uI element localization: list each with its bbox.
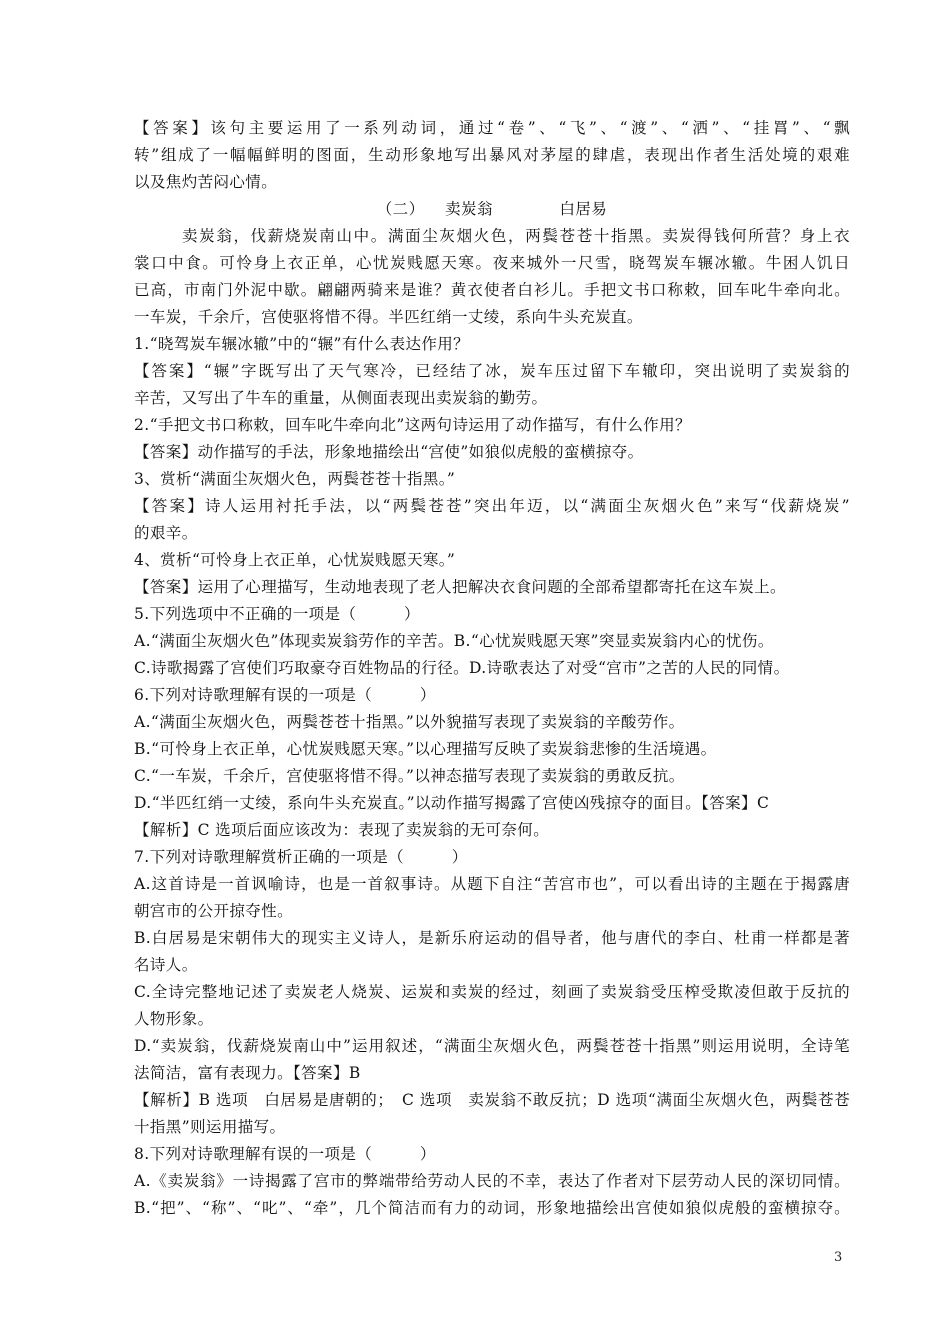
answer-line: 的艰辛。	[134, 524, 198, 542]
poem-line: 已高，市南门外泥中歇。翩翩两骑来是谁？黄衣使者白衫儿。手把文书口称敕，回车叱牛牵向北。	[134, 281, 850, 299]
option-line: 名诗人。	[134, 956, 198, 974]
poem-line: 卖炭翁，伐薪烧炭南山中。满面尘灰烟火色，两鬓苍苍十指黑。卖炭得钱何所营？身上衣	[182, 227, 850, 245]
question-line: 8.下列对诗歌理解有误的一项是（ ）	[134, 1145, 436, 1163]
option-line: D.“卖炭翁，伐薪烧炭南山中”运用叙述，“满面尘灰烟火色，两鬓苍苍十指黑”则运用说明，全诗笔	[134, 1037, 850, 1055]
option-line: 朝宫市的公开掠夺性。	[134, 902, 294, 920]
answer-line: 【答案】“辗”字既写出了天气寒冷，已经结了冰，炭车压过留下车辙印，突出说明了卖炭翁的	[134, 362, 850, 380]
poem-heading	[134, 196, 850, 223]
answer-line: 【答案】运用了心理描写，生动地表现了老人把解决衣食问题的全部希望都寄托在这车炭上。	[134, 578, 786, 596]
option-line: A.这首诗是一首讽喻诗，也是一首叙事诗。从题下自注“苦宫市也”，可以看出诗的主题在于揭露唐	[134, 875, 850, 893]
analysis-line: 【解析】B 选项 白居易是唐朝的； C 选项 卖炭翁不敢反抗；D 选项“满面尘灰烟火色，两鬓苍苍	[134, 1091, 850, 1109]
poem-line: 一车炭，千余斤，宫使驱将惜不得。半匹红绡一丈绫，系向牛头充炭直。	[134, 308, 643, 326]
option-line: B.“可怜身上衣正单，心忧炭贱愿天寒。”以心理描写反映了卖炭翁悲惨的生活境遇。	[134, 740, 717, 758]
option-line: 法简洁，富有表现力。【答案】B	[134, 1064, 361, 1082]
question-line: 6.下列对诗歌理解有误的一项是（ ）	[134, 686, 436, 704]
answer-line: 【答案】诗人运用衬托手法，以“两鬓苍苍”突出年迈，以“满面尘灰烟火色”来写“伐薪烧炭”	[134, 497, 850, 515]
question-line: 5.下列选项中不正确的一项是（ ）	[134, 605, 420, 623]
option-line: B.“把”、“称”、“叱”、“牵”，几个简洁而有力的动词，形象地描绘出宫使如狼似虎般的蛮横掠夺。	[134, 1199, 850, 1217]
answer-line: 以及焦灼苦闷心情。	[134, 173, 278, 191]
question-line: 4、赏析“可怜身上衣正单，心忧炭贱愿天寒。”	[134, 551, 456, 569]
option-line: C.“一车炭，千余斤，宫使驱将惜不得。”以神态描写表现了卖炭翁的勇敢反抗。	[134, 767, 685, 785]
page-content	[134, 115, 850, 1222]
option-line: D.“半匹红绡一丈绫，系向牛头充炭直。”以动作描写揭露了宫使凶残掠夺的面目。【答案】C	[134, 794, 770, 812]
option-line: 人物形象。	[134, 1010, 214, 1028]
page-number: 3	[834, 1250, 843, 1265]
answer-line: 辛苦，又写出了牛车的重量，从侧面表现出卖炭翁的勤劳。	[134, 389, 548, 407]
poem-author: 白居易	[559, 200, 608, 218]
question-line: 3、赏析“满面尘灰烟火色，两鬓苍苍十指黑。”	[134, 470, 456, 488]
section-number: （二）	[376, 200, 425, 218]
answer-line: 【答案】动作描写的手法，形象地描绘出“宫使”如狼似虎般的蛮横掠夺。	[134, 443, 644, 461]
question-line: 2.“手把文书口称敕，回车叱牛牵向北”这两句诗运用了动作描写，有什么作用？	[134, 416, 691, 434]
poem-title: 卖炭翁	[445, 200, 493, 218]
option-line: A.“满面尘灰烟火色，两鬓苍苍十指黑。”以外貌描写表现了卖炭翁的辛酸劳作。	[134, 713, 685, 731]
analysis-line: 【解析】C 选项后面应该改为：表现了卖炭翁的无可奈何。	[134, 821, 550, 839]
option-line: C.诗歌揭露了宫使们巧取豪夺百姓物品的行径。D.诗歌表达了对受“宫市”之苦的人民的同情。	[134, 659, 790, 677]
answer-line: 【答案】该句主要运用了一系列动词，通过“卷”、“飞”、“渡”、“洒”、“挂罥”、“飘	[134, 119, 850, 137]
answer-line: 转”组成了一幅幅鲜明的图面，生动形象地写出暴风对茅屋的肆虐，表现出作者生活处境的艰难	[134, 146, 850, 164]
option-line: B.白居易是宋朝伟大的现实主义诗人，是新乐府运动的倡导者，他与唐代的李白、杜甫一样都是著	[134, 929, 850, 947]
option-line: C.全诗完整地记述了卖炭老人烧炭、运炭和卖炭的经过，刻画了卖炭翁受压榨受欺凌但敢于反抗的	[134, 983, 850, 1001]
option-line: A.“满面尘灰烟火色”体现卖炭翁劳作的辛苦。B.“心忧炭贱愿天寒”突显卖炭翁内心的忧伤。	[134, 632, 774, 650]
question-line: 7.下列对诗歌理解赏析正确的一项是（ ）	[134, 848, 468, 866]
poem-line: 裳口中食。可怜身上衣正单，心忧炭贱愿天寒。夜来城外一尺雪，晓驾炭车辗冰辙。牛困人饥日	[134, 254, 850, 272]
option-line: A.《卖炭翁》一诗揭露了宫市的弊端带给劳动人民的不幸，表达了作者对下层劳动人民的深切同情。	[134, 1172, 850, 1190]
question-line: 1.“晓驾炭车辗冰辙”中的“辗”有什么表达作用？	[134, 335, 470, 353]
analysis-line: 十指黑”则运用描写。	[134, 1118, 286, 1136]
